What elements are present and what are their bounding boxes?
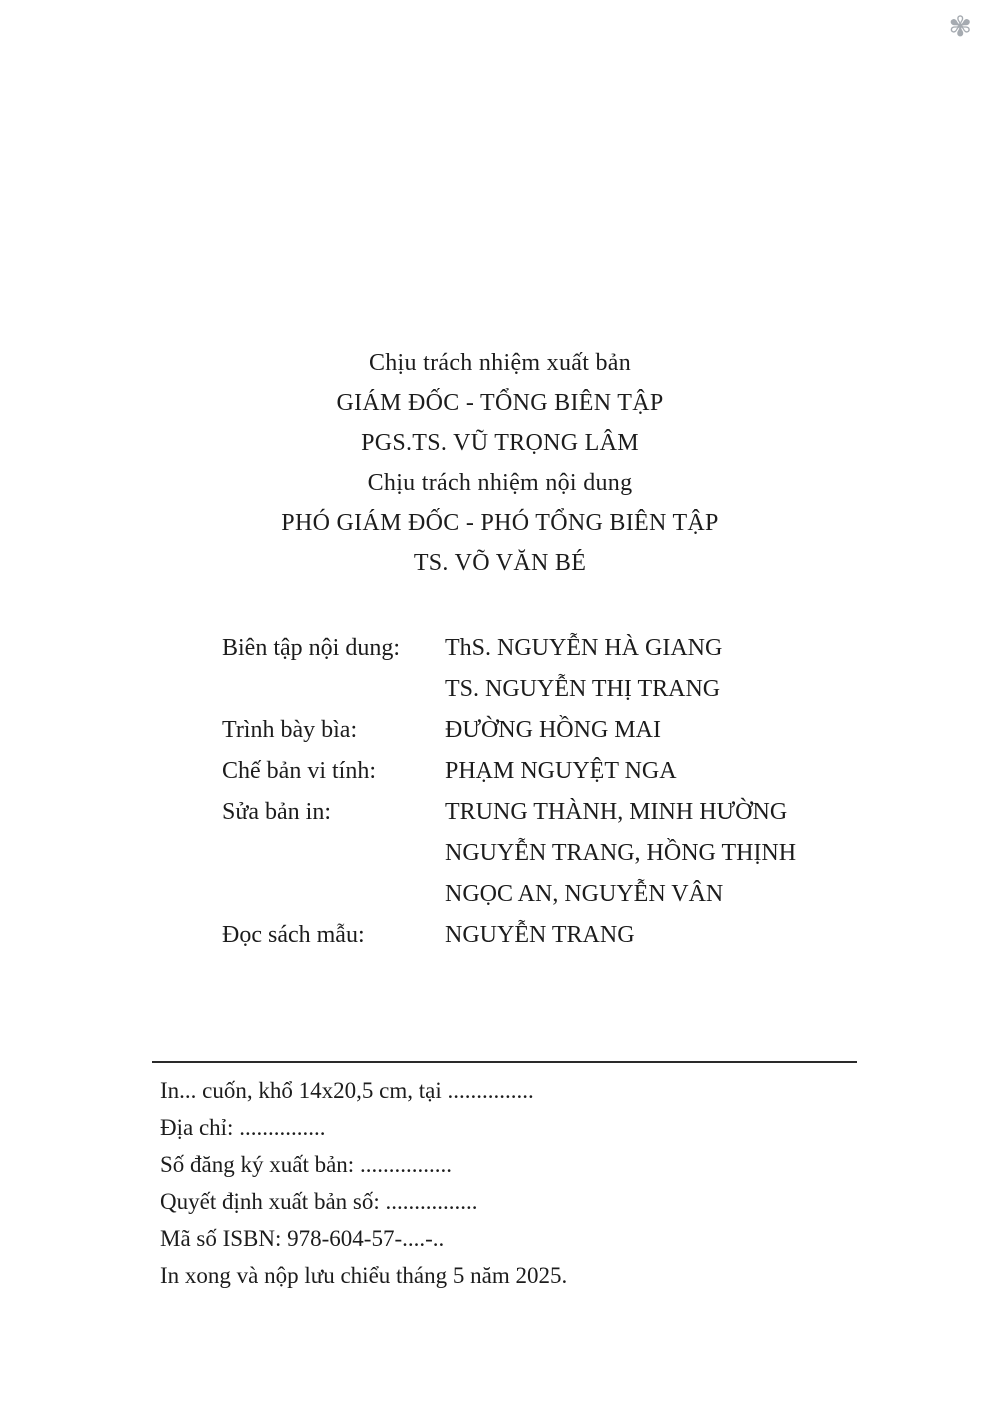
credit-value: NGỌC AN, NGUYỄN VÂN: [445, 881, 724, 907]
print-info-line: Quyết định xuất bản số: ................: [160, 1189, 478, 1214]
credit-row: [222, 628, 796, 710]
credit-row: [222, 792, 796, 915]
print-info-block: [160, 1072, 567, 1294]
credit-value: PHẠM NGUYỆT NGA: [445, 758, 677, 784]
credit-row: [222, 751, 796, 792]
responsibility-line: PGS.TS. VŨ TRỌNG LÂM: [361, 430, 639, 456]
print-info-line: Mã số ISBN: 978-604-57-....-..: [160, 1226, 445, 1251]
credit-values: [445, 628, 796, 710]
credit-value: NGUYỄN TRANG: [445, 922, 635, 948]
credit-value: TS. NGUYỄN THỊ TRANG: [445, 676, 721, 702]
credits-table: [222, 628, 796, 956]
print-info-line: Địa chỉ: ...............: [160, 1115, 326, 1140]
credit-label: Biên tập nội dung:: [222, 635, 400, 661]
responsibility-line: TS. VÕ VĂN BÉ: [413, 550, 587, 576]
credit-value: NGUYỄN TRANG, HỒNG THỊNH: [445, 840, 797, 866]
credit-value: ThS. NGUYỄN HÀ GIANG: [445, 635, 723, 661]
credit-values: [445, 915, 796, 956]
credit-values: [445, 751, 796, 792]
responsibility-line: PHÓ GIÁM ĐỐC - PHÓ TỔNG BIÊN TẬP: [281, 510, 719, 536]
divider-rule: [152, 1061, 857, 1063]
print-info-line: Số đăng ký xuất bản: ................: [160, 1152, 452, 1177]
credit-label: Chế bản vi tính:: [222, 758, 376, 784]
credit-values: [445, 792, 796, 915]
credit-row: [222, 915, 796, 956]
responsibility-line: Chịu trách nhiệm xuất bản: [368, 350, 632, 376]
responsibility-block: [0, 343, 1000, 583]
credit-label: Trình bày bìa:: [222, 717, 358, 743]
responsibility-line: GIÁM ĐỐC - TỔNG BIÊN TẬP: [336, 390, 664, 416]
responsibility-line: Chịu trách nhiệm nội dung: [367, 470, 633, 496]
flower-icon: ✾: [948, 12, 972, 43]
credit-value: ĐƯỜNG HỒNG MAI: [445, 717, 661, 743]
credit-row: [222, 710, 796, 751]
credit-label: Sửa bản in:: [222, 799, 331, 825]
print-info-line: In xong và nộp lưu chiểu tháng 5 năm 2025.: [160, 1263, 568, 1288]
credit-value: TRUNG THÀNH, MINH HƯỜNG: [445, 799, 788, 825]
credit-label: Đọc sách mẫu:: [222, 922, 365, 948]
credit-values: [445, 710, 796, 751]
print-info-line: In... cuốn, khổ 14x20,5 cm, tại ...............: [160, 1078, 534, 1103]
